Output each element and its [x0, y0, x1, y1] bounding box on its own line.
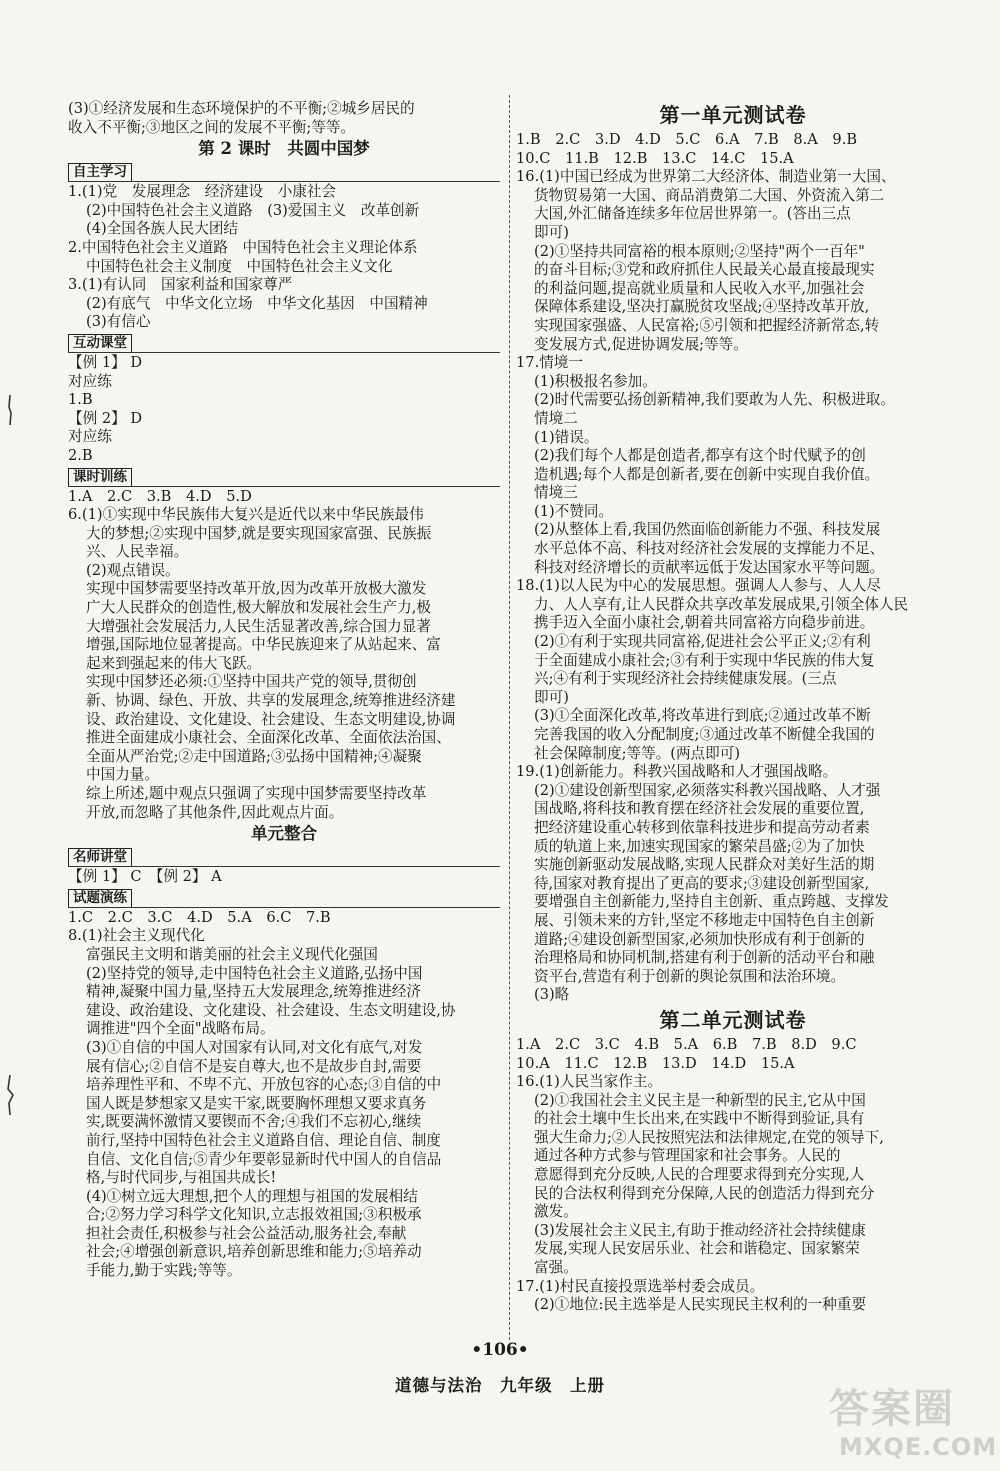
answer-line: 即可) [534, 223, 569, 241]
answer-line: 【例 1】 C 【例 2】 A [68, 868, 222, 886]
answer-line: 携手迈入全面小康社会,朝着共同富裕方向稳步前进。 [534, 614, 875, 632]
answer-line: (2)①建设创新型国家,必须落实科教兴国战略、人才强 [534, 781, 881, 799]
answer-line: 货物贸易第一大国、商品消费第二大国、外资流入第二 [534, 186, 885, 204]
answer-line: 的利益问题,提高就业质量和人民收入水平,加强社会 [534, 279, 865, 297]
answer-line: (3)①全面深化改革,将改革进行到底;②通过改革不断 [534, 707, 871, 725]
answer-line: 把经济建设重心转移到依靠科技进步和提高劳动者素 [534, 818, 870, 836]
answer-line: 通过各种方式参与管理国家和社会事务。人民的 [534, 1147, 841, 1165]
answer-line: (2)观点错误。 [86, 561, 180, 579]
left-column [68, 100, 500, 1281]
margin-mark [4, 1075, 16, 1115]
answer-line: 新、协调、绿色、开放、共享的发展理念,统筹推进经济建 [86, 692, 456, 710]
answer-line: 中国力量。 [86, 766, 159, 784]
answer-line: (2)①我国社会主义民主是一种新型的民主,它从中国 [534, 1091, 866, 1109]
answer-line: 开放,而忽略了其他条件,因此观点片面。 [86, 803, 344, 821]
answer-line: (3)略 [534, 986, 570, 1004]
answer-line: 【例 1】 D [68, 353, 143, 371]
answer-line: 19.(1)创新能力。科教兴国战略和人才强国战略。 [516, 763, 838, 781]
answer-line: (3)有信心 [86, 313, 151, 331]
answer-line: 10.C 11.B 12.B 13.C 14.C 15.A [516, 149, 794, 167]
right-column [516, 100, 950, 1315]
book-title: 道德与法治 九年级 上册 [395, 1376, 605, 1395]
answer-line: 培养理性平和、不卑不亢、开放包容的心态;③自信的中 [86, 1076, 442, 1094]
lesson-heading: 单元整合 [251, 824, 317, 844]
answer-line: (2)从整体上看,我国仍然面临创新能力不强、科技发展 [534, 521, 881, 539]
answer-line: 实,既要满怀激情又要锲而不舍;④我们不忘初心,继续 [86, 1113, 422, 1131]
answer-line: 保障体系建设,坚决打赢脱贫攻坚战;④坚持改革开放, [534, 298, 870, 316]
answer-line: 实现中国梦还必须:①坚持中国共产党的领导,贯彻创 [86, 673, 417, 691]
answer-line: 国战略,将科技和教育摆在经济社会发展的重要位置, [534, 800, 865, 818]
answer-line: 兴;④有利于实现经济社会持续健康发展。(三点 [534, 670, 837, 688]
answer-line: (2)中国特色社会主义道路 (3)爱国主义 改革创新 [86, 201, 420, 219]
section-header [68, 887, 500, 909]
answer-line: 展有信心;②自信不是妄自尊大,也不是故步自封,需要 [86, 1057, 422, 1075]
section-label: 自主学习 [68, 163, 132, 182]
answer-line: 全面从严治党;②走中国道路;③弘扬中国精神;④凝聚 [86, 747, 422, 765]
section-header [68, 466, 500, 488]
answer-line: 对应练 [68, 372, 112, 390]
answer-line: 格,与时代同步,与祖国共成长! [86, 1169, 277, 1187]
answer-line: 建设、政治建设、文化建设、社会建设、生态文明建设,协 [86, 1001, 456, 1019]
answer-line: 18.(1)以人民为中心的发展思想。强调人人参与、人人尽 [516, 577, 881, 595]
answer-line: 1.C 2.C 3.C 4.D 5.A 6.C 7.B [68, 908, 331, 926]
answer-line: (1)积极报名参加。 [534, 372, 657, 390]
answer-line: 完善我国的收入分配制度;③通过改革不断健全我国的 [534, 726, 875, 743]
answer-line: 变发展方式,促进协调发展;等等。 [534, 335, 748, 353]
answer-line: 兴、人民幸福。 [86, 543, 189, 561]
answer-line: 1.B [68, 391, 93, 409]
answer-line: 科技对经济增长的贡献率远低于发达国家水平等问题。 [534, 558, 885, 576]
answer-line: 富强民主文明和谐美丽的社会主义现代化强国 [86, 945, 378, 963]
answer-line: (3)发展社会主义民主,有助于推动经济社会持续健康 [534, 1221, 866, 1239]
column-divider [509, 95, 510, 1340]
test-title: 第一单元测试卷 [659, 103, 807, 127]
watermark-cn: 答案圈 [829, 1386, 955, 1432]
answer-line: 1.(1)党 发展理念 经济建设 小康社会 [68, 183, 337, 201]
answer-line: 前行,坚持中国特色社会主义道路自信、理论自信、制度 [86, 1131, 441, 1149]
answer-line: 的社会土壤中生长出来,在实践中不断得到验证,具有 [534, 1110, 865, 1128]
answer-line: 大增强社会发展活力,人民生活显著改善,综合国力显著 [86, 617, 431, 635]
answer-line: 起来到强起来的伟大飞跃。 [86, 654, 262, 672]
test-title: 第二单元测试卷 [659, 1007, 807, 1032]
answer-line: 综上所述,题中观点只强调了实现中国梦需要坚持改革 [86, 785, 427, 802]
answer-line: 10.A 11.C 12.B 13.D 14.D 15.A [516, 1054, 795, 1072]
answer-line: (2)①地位:民主选举是人民实现民主权利的一种重要 [534, 1296, 867, 1314]
answer-line: 实现中国梦需要坚持改革开放,因为改革开放极大激发 [86, 580, 427, 598]
page-number: •106• [471, 1340, 529, 1360]
section-label: 互动课堂 [68, 334, 132, 353]
section-header [68, 161, 500, 183]
answer-line: (2)有底气 中华文化立场 中华文化基因 中国精神 [86, 294, 428, 312]
section-header [68, 846, 500, 868]
answer-line: 展、引领未来的方针,坚定不移地走中国特色自主创新 [534, 911, 875, 929]
answer-line: (3)①经济发展和生态环境保护的不平衡;②城乡居民的 [68, 100, 415, 117]
answer-line: 质的轨道上来,加速实现国家的繁荣昌盛;②为了加快 [534, 837, 865, 855]
answer-line: 16.(1)中国已经成为世界第二大经济体、制造业第一大国、 [516, 168, 896, 186]
answer-line: (2)①有利于实现共同富裕,促进社会公平正义;②有利 [534, 633, 871, 651]
answer-line: 对应练 [68, 428, 112, 446]
answer-line: 增强,国际地位显著提高。中华民族迎来了从站起来、富 [86, 636, 441, 654]
answer-line: 富强。 [534, 1259, 578, 1277]
answer-line: 自信、文化自信;⑤青少年要彰显新时代中国人的自信品 [86, 1150, 442, 1168]
answer-line: 国人既是梦想家又是实干家,既要胸怀理想又要求真务 [86, 1094, 427, 1112]
answer-line: 实现国家强盛、人民富裕;⑤引领和把握经济新常态,转 [534, 316, 880, 334]
answer-line: 大的梦想;②实现中国梦,就是要实现国家富强、民族振 [86, 524, 432, 542]
answer-line: 广大人民群众的创造性,极大解放和发展社会生产力,极 [86, 599, 431, 617]
answer-line: (2)①坚持共同富裕的根本原则;②坚持"两个一百年" [534, 242, 865, 260]
answer-line: 造机遇;每个人都是创新者,要在创新中实现自我价值。 [534, 465, 880, 483]
answer-line: (3)①自信的中国人对国家有认同,对文化有底气,对发 [86, 1038, 423, 1056]
answer-line: 调推进"四个全面"战略布局。 [86, 1020, 275, 1038]
answer-line: 1.A 2.C 3.B 4.D 5.D [68, 487, 252, 505]
answer-line: 的奋斗目标;③党和政府抓住人民最关心最直接最现实 [534, 261, 875, 279]
answer-line: 情境三 [534, 484, 578, 502]
margin-mark [6, 395, 14, 425]
answer-line: 要增强自主创新能力,坚持自主创新、重点跨越、支撑发 [534, 893, 889, 911]
answer-line: 担社会责任,积极参与社会公益活动,服务社会,奉献 [86, 1224, 407, 1242]
section-label: 名师讲堂 [68, 848, 132, 867]
section-label: 试题演练 [68, 889, 132, 908]
answer-line: 情境二 [534, 409, 578, 427]
answer-line: 道路;④建设创新型国家,必须加快形成有利于创新的 [534, 930, 865, 948]
watermark-logo [825, 1375, 998, 1465]
answer-line: (2)时代需要弘扬创新精神,我们要敢为人先、积极进取。 [534, 391, 895, 409]
answer-line: 待,国家对教育提出了更高的要求;③建设创新型国家, [534, 874, 870, 892]
answer-line: (2)坚持党的领导,走中国特色社会主义道路,弘扬中国 [86, 964, 423, 982]
section-label: 课时训练 [68, 468, 132, 487]
answer-line: 力、人人享有,让人民群众共享改革发展成果,引领全体人民 [534, 595, 909, 613]
answer-line: 激发。 [534, 1203, 578, 1221]
answer-line: 治理格局和协同机制,搭建有利于创新的活动平台和融 [534, 949, 875, 967]
answer-line: (1)不赞同。 [534, 502, 614, 520]
answer-line: 水平总体不高、科技对经济社会发展的支撑能力不足、 [534, 540, 885, 558]
answer-line: (2)我们每个人都是创造者,都享有这个时代赋予的创 [534, 447, 866, 465]
answer-line: 1.A 2.C 3.C 4.B 5.A 6.B 7.B 8.D 9.C [516, 1035, 857, 1053]
answer-line: 8.(1)社会主义现代化 [68, 927, 205, 945]
answer-line: 社会;④增强创新意识,培养创新思维和能力;⑤培养动 [86, 1243, 422, 1261]
answer-line: 即可) [534, 688, 569, 706]
answer-line: 2.中国特色社会主义道路 中国特色社会主义理论体系 [68, 238, 418, 256]
answer-line: 民的合法权利得到充分保障,人民的创造活力得到充分 [534, 1184, 875, 1202]
answer-line: 收入不平衡;③地区之间的发展不平衡;等等。 [68, 118, 356, 136]
answer-line: 大国,外汇储备连续多年位居世界第一。(答出三点 [534, 205, 851, 223]
answer-line: 2.B [68, 446, 93, 464]
answer-line: 17.(1)村民直接投票选举村委会成员。 [516, 1277, 765, 1295]
section-header [68, 332, 500, 354]
answer-line: 发展,实现人民安居乐业、社会和谐稳定、国家繁荣 [534, 1240, 860, 1258]
answer-line: (1)错误。 [534, 428, 599, 446]
answer-line: 6.(1)①实现中华民族伟大复兴是近代以来中华民族最伟 [68, 506, 424, 524]
answer-line: 推进全面建成小康社会、全面深化改革、全面依法治国、 [86, 729, 451, 747]
answer-line: 中国特色社会主义制度 中国特色社会主义文化 [86, 257, 393, 275]
answer-line: 17.情境一 [516, 354, 583, 372]
answer-line: 意愿得到充分反映,人民的合理要求得到充分实现,人 [534, 1166, 865, 1184]
answer-line: 16.(1)人民当家作主。 [516, 1073, 663, 1091]
answer-line: (4)全国各族人民大团结 [86, 220, 239, 238]
answer-line: 合;②努力学习科学文化知识,立志报效祖国;③积极承 [86, 1206, 422, 1224]
answer-line: 设、政治建设、文化建设、社会建设、生态文明建设,协调 [86, 710, 456, 728]
answer-line: 于全面建成小康社会;③有利于实现中华民族的伟大复 [534, 651, 875, 669]
answer-line: 手能力,勤于实践;等等。 [86, 1262, 242, 1280]
answer-line: (4)①树立远大理想,把个人的理想与祖国的发展相结 [86, 1187, 418, 1205]
answer-line: 资平台,营造有利于创新的舆论氛围和法治环境。 [534, 967, 846, 985]
answer-line: 社会保障制度;等等。(两点即可) [534, 744, 741, 762]
lesson-heading: 第 2 课时 共圆中国梦 [198, 139, 370, 159]
answer-line: 3.(1)有认同 国家利益和国家尊严 [68, 276, 293, 294]
answer-line: 精神,凝聚中国力量,坚持五大发展理念,统筹推进经济 [86, 983, 421, 1001]
answer-line: 1.B 2.C 3.D 4.D 5.C 6.A 7.B 8.A 9.B [516, 131, 858, 148]
answer-line: 【例 2】 D [68, 409, 143, 427]
watermark-en: MXQE.COM [839, 1433, 998, 1461]
answer-line: 实施创新驱动发展战略,实现人民群众对美好生活的期 [534, 856, 875, 874]
answer-line: 强大生命力;②人民按照宪法和法律规定,在党的领导下, [534, 1128, 884, 1146]
